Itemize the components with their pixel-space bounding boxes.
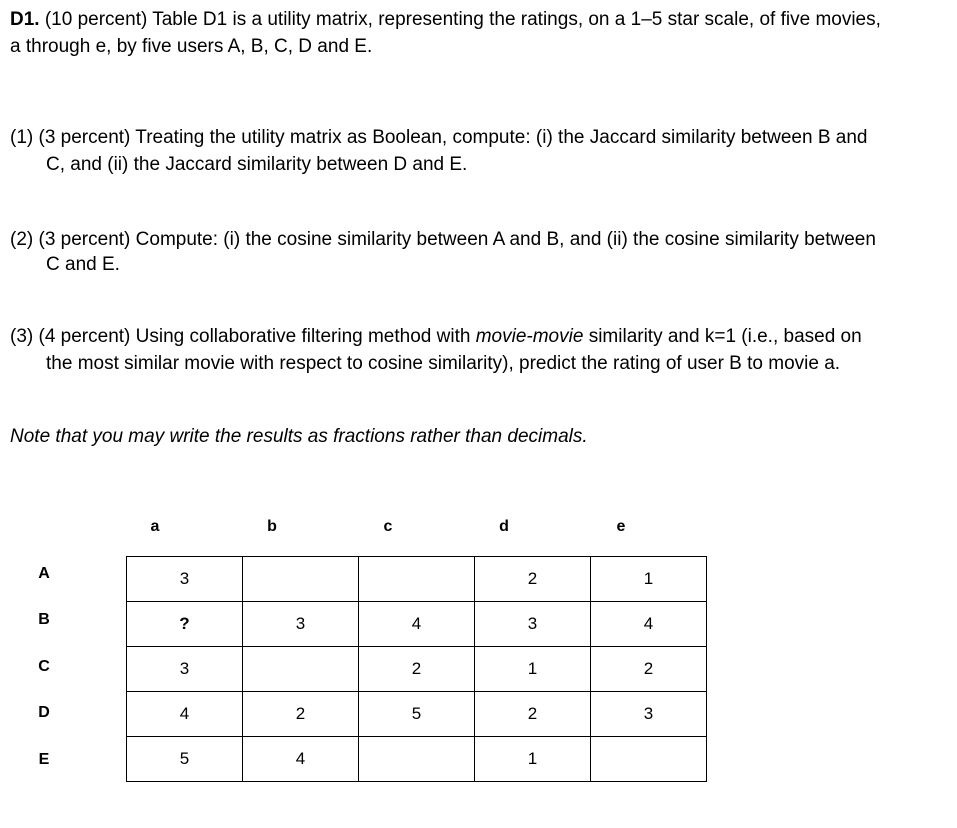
table-cell: 2	[359, 647, 475, 692]
table-cell: 3	[243, 602, 359, 647]
table-cell	[359, 557, 475, 602]
column-header-d: d	[499, 518, 509, 535]
question-3-suffix: similarity and k=1 (i.e., based on	[583, 326, 862, 347]
column-header-e: e	[616, 518, 626, 535]
table-cell: 3	[475, 602, 591, 647]
column-header-b: b	[267, 518, 277, 535]
table-cell: 2	[475, 692, 591, 737]
table-cell: 5	[359, 692, 475, 737]
table-cell: 1	[591, 557, 707, 602]
problem-label: D1.	[10, 9, 40, 30]
table-cell: 2	[591, 647, 707, 692]
question-2-line2: C and E.	[46, 254, 120, 275]
problem-intro-text: (10 percent) Table D1 is a utility matrix, representing the ratings, on a 1–5 star scale, of five movies,	[39, 9, 881, 30]
question-1-line1: (1) (3 percent) Treating the utility matrix as Boolean, compute: (i) the Jaccard similarity between B and	[10, 127, 868, 148]
table-cell: ?	[127, 602, 243, 647]
table-cell	[243, 557, 359, 602]
table-cell: 4	[591, 602, 707, 647]
table-cell: 2	[475, 557, 591, 602]
table-row	[127, 692, 707, 737]
row-header-A: A	[38, 565, 50, 582]
table-cell: 3	[127, 647, 243, 692]
table-row	[127, 737, 707, 782]
table-cell: 2	[243, 692, 359, 737]
row-header-E: E	[38, 751, 50, 768]
question-2-line1: (2) (3 percent) Compute: (i) the cosine similarity between A and B, and (ii) the cosine similarity between	[10, 229, 876, 250]
question-3-italic: movie-movie	[475, 326, 584, 347]
row-header-D: D	[38, 704, 50, 721]
row-header-C: C	[38, 658, 50, 675]
column-header-c: c	[383, 518, 393, 535]
table-row	[127, 602, 707, 647]
table-row	[127, 647, 707, 692]
table-cell: 4	[127, 692, 243, 737]
table-cell	[591, 737, 707, 782]
table-cell: 1	[475, 647, 591, 692]
question-3-prefix: (3) (4 percent) Using collaborative filtering method with	[10, 326, 476, 347]
table-cell	[243, 647, 359, 692]
table-row	[127, 557, 707, 602]
row-header-B: B	[38, 611, 50, 628]
problem-intro-line2: a through e, by five users A, B, C, D and E.	[10, 36, 373, 57]
table-cell: 1	[475, 737, 591, 782]
note-text: Note that you may write the results as fractions rather than decimals.	[10, 426, 588, 447]
table-cell: 4	[359, 602, 475, 647]
table-cell: 5	[127, 737, 243, 782]
question-1-line2: C, and (ii) the Jaccard similarity between D and E.	[46, 154, 468, 175]
problem-intro-line1	[10, 8, 881, 32]
table-cell: 4	[243, 737, 359, 782]
utility-matrix-table	[126, 556, 707, 782]
question-3-line2: the most similar movie with respect to cosine similarity), predict the rating of user B to movie a.	[46, 353, 841, 374]
table-cell	[359, 737, 475, 782]
table-cell: 3	[127, 557, 243, 602]
column-header-a: a	[150, 518, 160, 535]
question-3-line1	[10, 325, 862, 349]
table-cell: 3	[591, 692, 707, 737]
